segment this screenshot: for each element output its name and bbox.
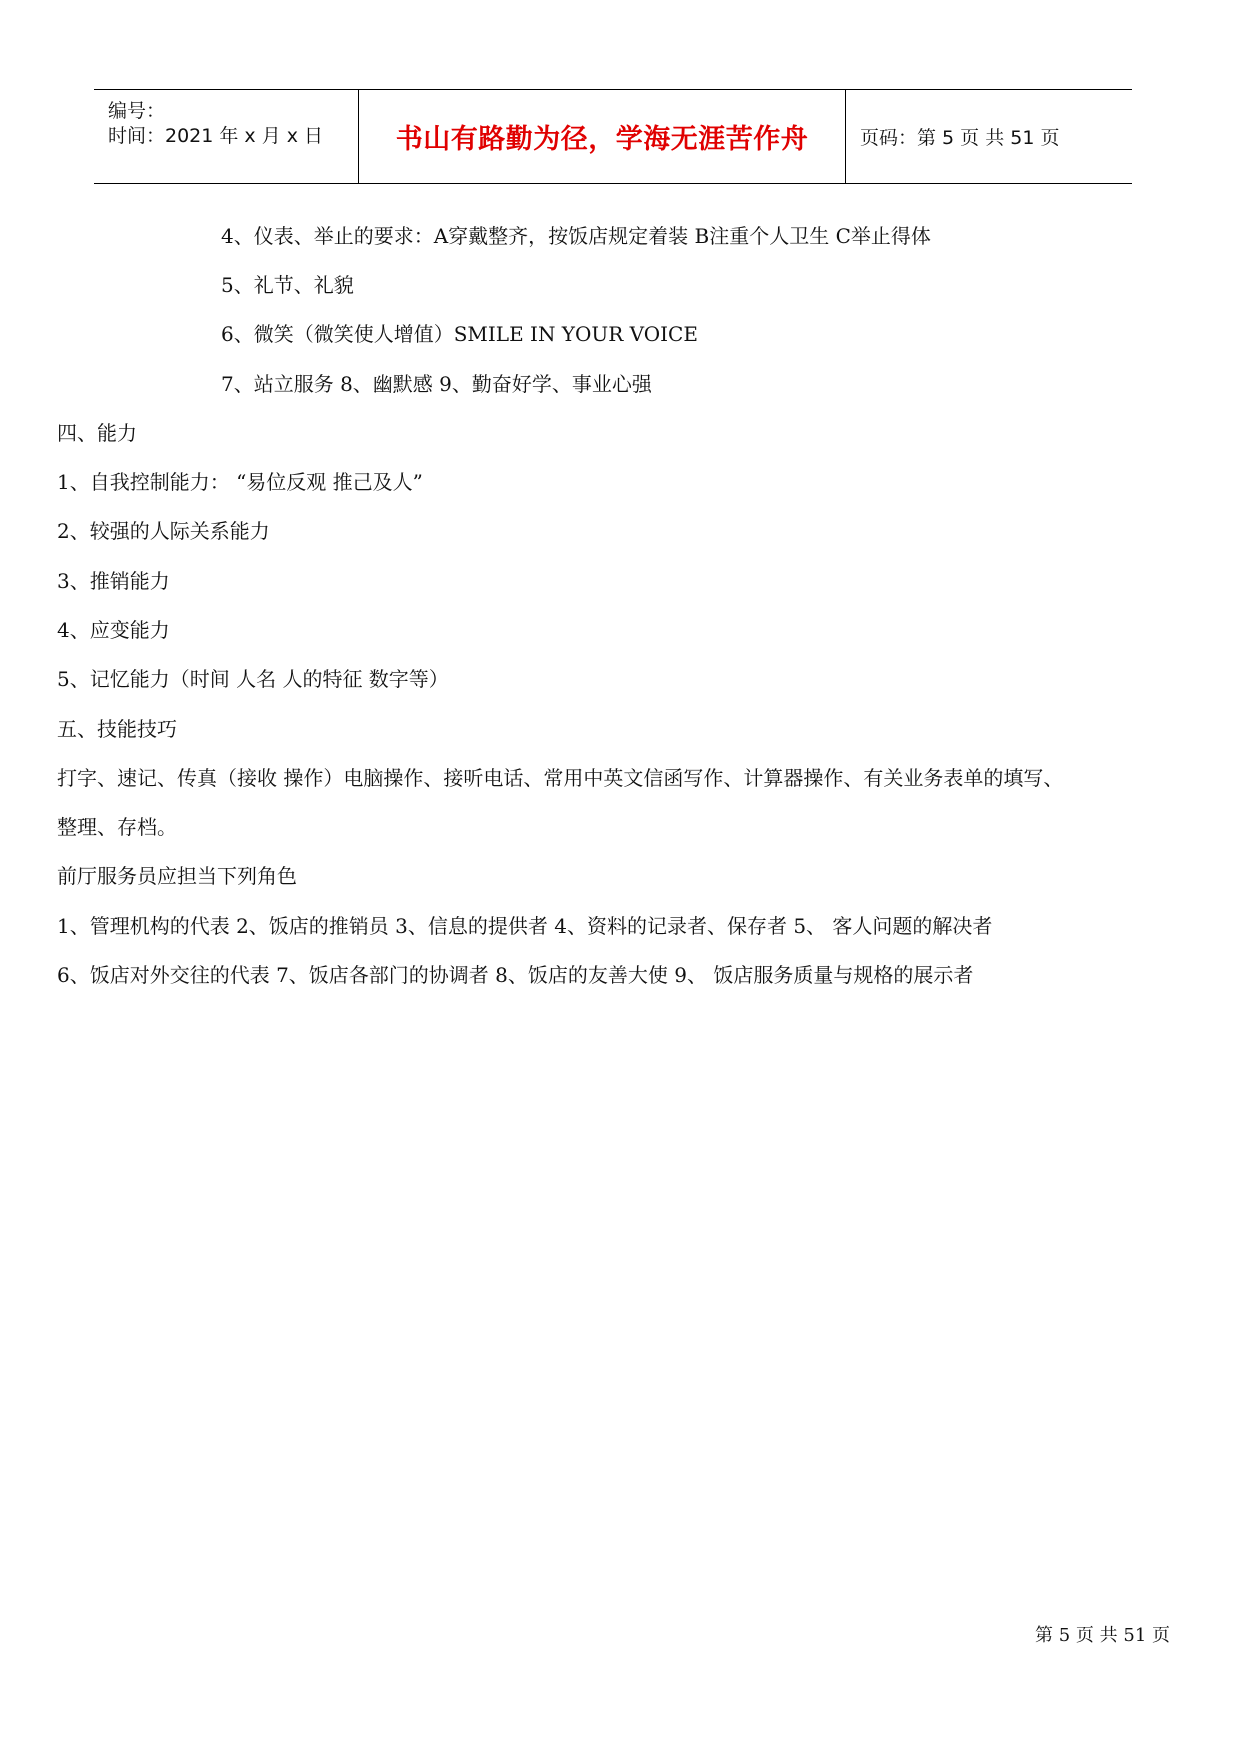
- section-heading-skills: 五、技能技巧: [57, 717, 177, 741]
- header-page-info: 页码：第 5 页 共 51 页: [860, 127, 1060, 149]
- date-line: 时间：2021 年 x 月 x 日: [108, 125, 324, 147]
- header-left-cell: [94, 90, 359, 183]
- body-line-etiquette: 5、礼节、礼貌: [221, 273, 354, 297]
- body-line-sales: 3、推销能力: [57, 569, 170, 593]
- body-line-smile: 6、微笑（微笑使人增值）SMILE IN YOUR VOICE: [221, 322, 698, 346]
- page-header: [94, 89, 1132, 184]
- motto-text: 书山有路勤为径，学海无涯苦作舟: [395, 124, 809, 155]
- header-motto-cell: [359, 90, 846, 183]
- page-footer-number: 第 5 页 共 51 页: [1035, 1625, 1170, 1646]
- body-line-service-qualities: 7、站立服务 8、幽默感 9、勤奋好学、事业心强: [221, 372, 652, 396]
- serial-number-label: 编号：: [108, 100, 166, 122]
- body-line-roles-heading: 前厅服务员应担当下列角色: [57, 864, 297, 888]
- body-line-skills-list-cont: 整理、存档。: [57, 815, 177, 839]
- section-heading-ability: 四、能力: [57, 421, 137, 445]
- body-line-roles-2: 6、饭店对外交往的代表 7、饭店各部门的协调者 8、饭店的友善大使 9、 饭店服务质量与规格的展示者: [57, 963, 974, 987]
- body-line-interpersonal: 2、较强的人际关系能力: [57, 519, 270, 543]
- body-line-self-control: 1、自我控制能力： “易位反观 推己及人”: [57, 470, 423, 494]
- body-line-memory: 5、记忆能力（时间 人名 人的特征 数字等）: [57, 667, 449, 691]
- body-line-adaptability: 4、应变能力: [57, 618, 170, 642]
- body-line-appearance-requirements: 4、仪表、举止的要求：A穿戴整齐，按饭店规定着装 B注重个人卫生 C举止得体: [221, 224, 931, 248]
- header-right-cell: [846, 90, 1132, 183]
- body-line-roles-1: 1、管理机构的代表 2、饭店的推销员 3、信息的提供者 4、资料的记录者、保存者 5、 客人问题的解决者: [57, 914, 993, 938]
- body-line-skills-list: 打字、速记、传真（接收 操作）电脑操作、接听电话、常用中英文信函写作、计算器操作、有关业务表单的填写、: [57, 766, 1064, 790]
